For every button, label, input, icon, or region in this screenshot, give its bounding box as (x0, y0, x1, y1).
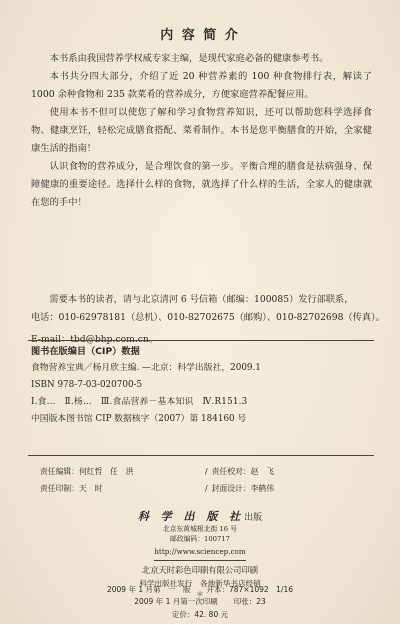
impression-info: 2009 年 1 月第一次印刷 (134, 597, 218, 606)
intro-paragraph: 认识食物的营养成分，是合理饮食的第一步。平衡合理的膳食是祛病强身、保障健康的重要途径。选择什么样的食物，就选择了什么样的生活，全家人的健康就在您的手中！ (31, 161, 372, 208)
cip-title-line: 食物营养宝典／杨月欣主编. —北京：科学出版社，2009.1 (31, 363, 261, 373)
intro-section (31, 50, 372, 212)
publisher-suffix: 出版 (244, 513, 263, 523)
publisher-address: 北京东黄城根北街 16 号 (162, 525, 238, 533)
intro-paragraph: 本书系由我国营养学权威专家主编，是现代家庭必备的健康参考书。 (49, 53, 329, 64)
credit-proofreader: 责任校对：赵 飞 (211, 467, 275, 476)
page-title: 内 容 简 介 (160, 28, 240, 43)
staff-credits: 责任编辑：何红哲 任 洪 / 责任校对：赵 飞 责任印制：天 时 / 封面设计：李鹤伟 (40, 463, 370, 497)
intro-paragraph: 使用本书不但可以使您了解和学习食物营养知识，还可以帮助您科学选择食物、健康烹饪，轻松完成膳食搭配、菜肴制作。本书是您平衡膳食的开始，全家健康生活的指南！ (31, 107, 372, 154)
cip-library-number: 中国版本图书馆 CIP 数据核字（2007）第 184160 号 (31, 414, 247, 424)
credit-editor: 责任编辑：何红哲 任 洪 (40, 467, 134, 476)
sheets-info: 印张：23 (233, 597, 266, 606)
price: 定价：42. 80 元 (171, 610, 229, 619)
cip-classification: Ⅰ.食… Ⅱ.杨… Ⅲ.食品营养－基本知识 Ⅳ.R151.3 (31, 397, 248, 407)
cip-heading: 图书在版编目（CIP）数据 (31, 346, 140, 357)
separator-mark: ＊ (196, 590, 204, 598)
cip-data-block (31, 343, 376, 428)
printer-name: 北京天时彩色印刷有限公司印刷 (141, 565, 259, 575)
printing-info (0, 584, 400, 621)
intro-paragraph: 本书共分四大部分，介绍了近 20 种营养素的 100 种食物排行表，解读了 1000 余种食物和 235 款菜肴的营养成分，方便家庭营养配餐应用。 (31, 71, 372, 100)
ordering-email-line: E-mail：tbd@bhp.com.cn。 (31, 334, 159, 345)
publisher-postcode: 邮政编码：100717 (170, 535, 230, 543)
publisher-website: http://www.sciencep.com (154, 547, 246, 556)
divider (28, 455, 374, 456)
divider (154, 560, 246, 561)
distribution-info: 科学出版社发行 各地新华书店经销 (139, 579, 261, 588)
cip-isbn: ISBN 978-7-03-020700-5 (31, 380, 143, 390)
credit-printing-supervisor: 责任印制：天 时 (40, 484, 103, 493)
ordering-address-line: 需要本书的读者，请与北京清河 6 号信箱（邮编：100085）发行部联系， (49, 294, 354, 305)
publisher-logo: 科 学 出 版 社 (137, 510, 245, 523)
credit-cover-designer: 封面设计：李鹤伟 (211, 484, 275, 493)
format-info: 开本：787×1092 1/16 (206, 585, 294, 594)
divider (28, 340, 374, 341)
edition-info: 2009 年 1 月第 一 版 (106, 585, 191, 594)
ordering-phone-line: 电话：010-62978181（总机）、010-82702675（邮购）、010-82702698（传真）。 (31, 312, 385, 323)
